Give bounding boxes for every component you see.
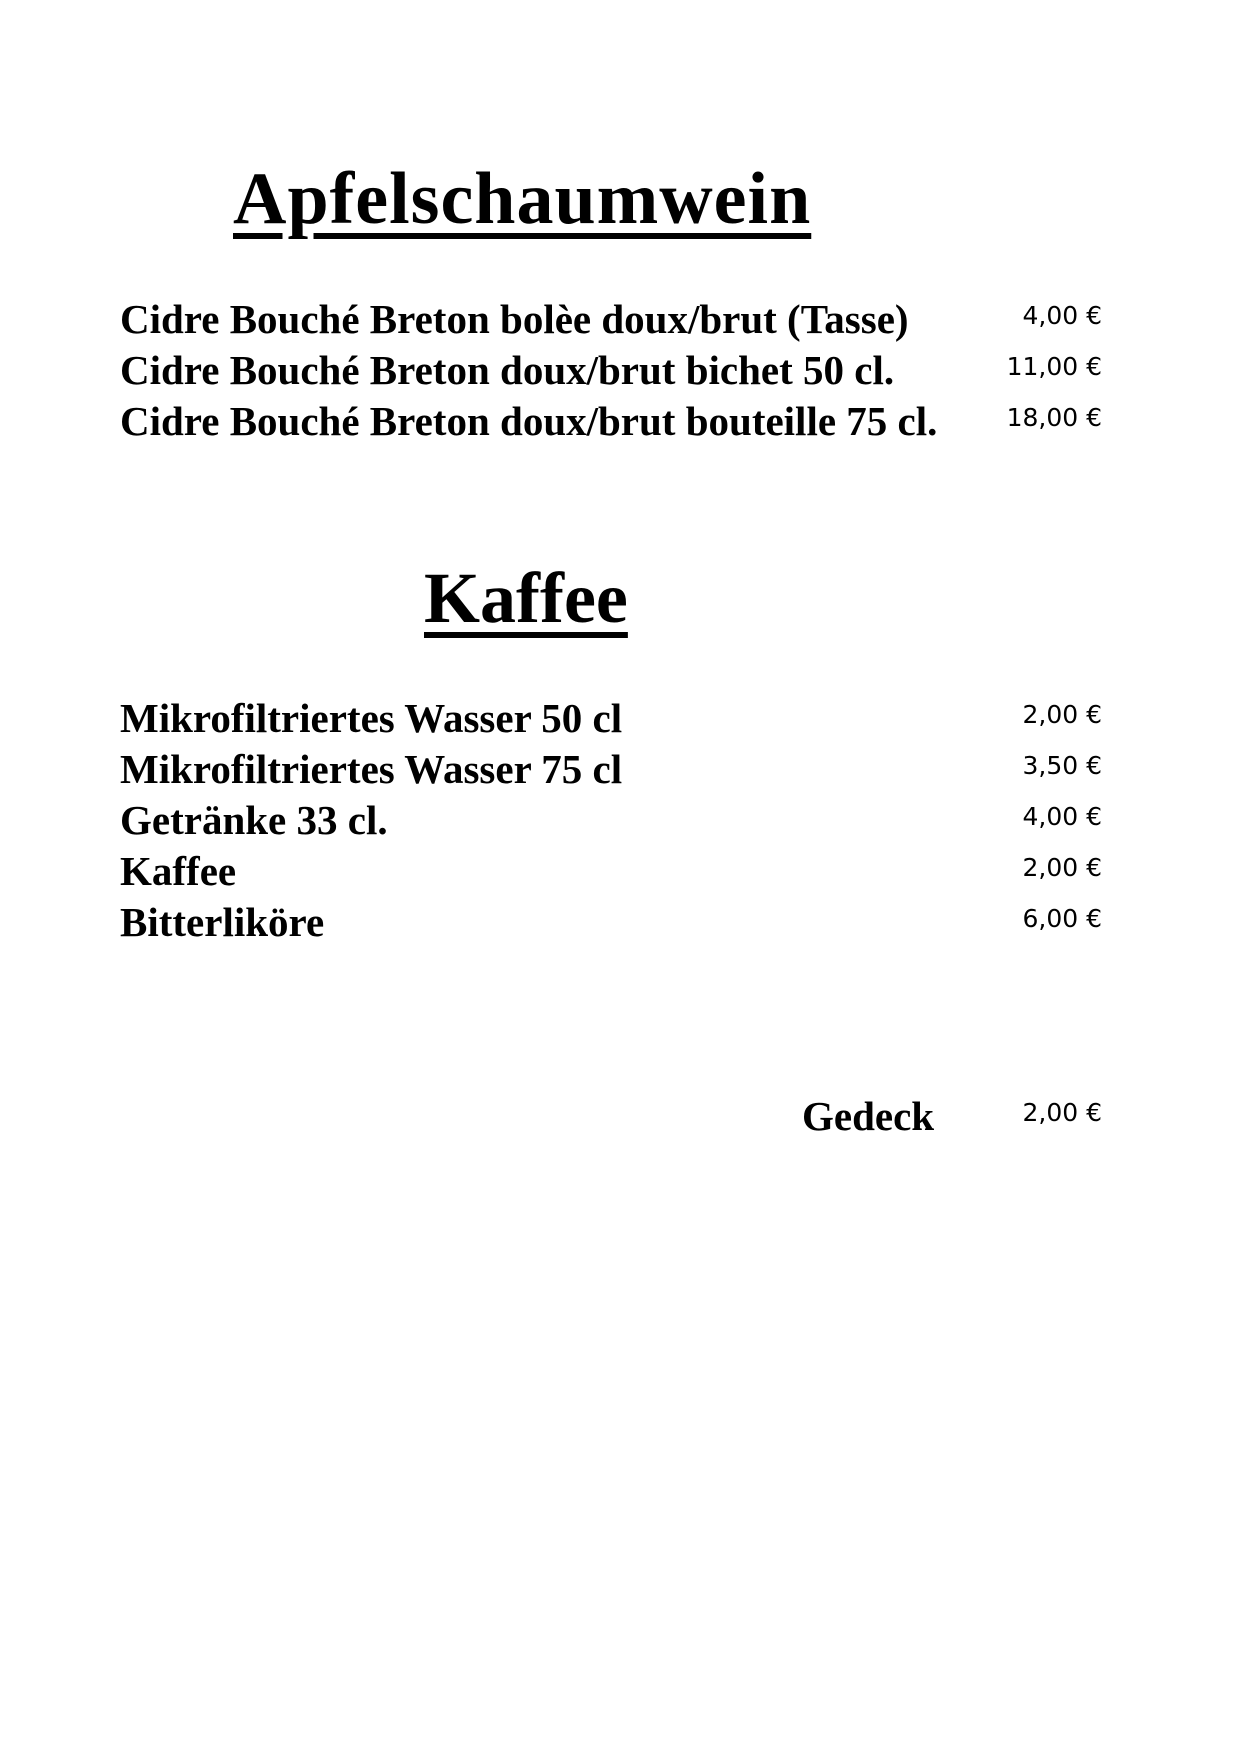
menu-item-price: 3,50 €: [1022, 751, 1102, 780]
menu-item-name: Mikrofiltriertes Wasser 50 cl: [120, 695, 623, 741]
menu-item: [0, 294, 1240, 345]
menu-item: [0, 795, 1240, 846]
section-title-apfelschaumwein: Apfelschaumwein: [233, 158, 812, 240]
cover-charge-label: Gedeck: [802, 1093, 935, 1139]
menu-item-name: Cidre Bouché Breton doux/brut bouteille 75 cl.: [120, 398, 938, 444]
menu-item-price: 6,00 €: [1022, 904, 1102, 933]
menu-item-name: Cidre Bouché Breton doux/brut bichet 50 cl.: [120, 347, 895, 393]
menu-item-price: 4,00 €: [1022, 802, 1102, 831]
section-title-kaffee: Kaffee: [424, 558, 628, 638]
menu-item: [0, 744, 1240, 795]
cover-charge-row: [0, 1091, 1240, 1142]
menu-item: [0, 693, 1240, 744]
menu-item: [0, 897, 1240, 948]
menu-item-price: 2,00 €: [1022, 853, 1102, 882]
menu-item-name: Cidre Bouché Breton bolèe doux/brut (Tasse): [120, 296, 909, 342]
menu-item: [0, 345, 1240, 396]
menu-item-name: Bitterliköre: [120, 899, 325, 945]
menu-item-name: Getränke 33 cl.: [120, 797, 388, 843]
menu-item-price: 2,00 €: [1022, 700, 1102, 729]
menu-item-name: Mikrofiltriertes Wasser 75 cl: [120, 746, 623, 792]
cover-charge-price: 2,00 €: [1022, 1098, 1102, 1127]
menu-item-price: 18,00 €: [1006, 403, 1102, 432]
menu-item: [0, 846, 1240, 897]
menu-item-price: 4,00 €: [1022, 301, 1102, 330]
menu-item-name: Kaffee: [120, 848, 237, 894]
kaffee-list: [0, 693, 1240, 948]
menu-item-price: 11,00 €: [1006, 352, 1102, 381]
apfelschaumwein-list: [0, 294, 1240, 447]
menu-item: [0, 396, 1240, 447]
